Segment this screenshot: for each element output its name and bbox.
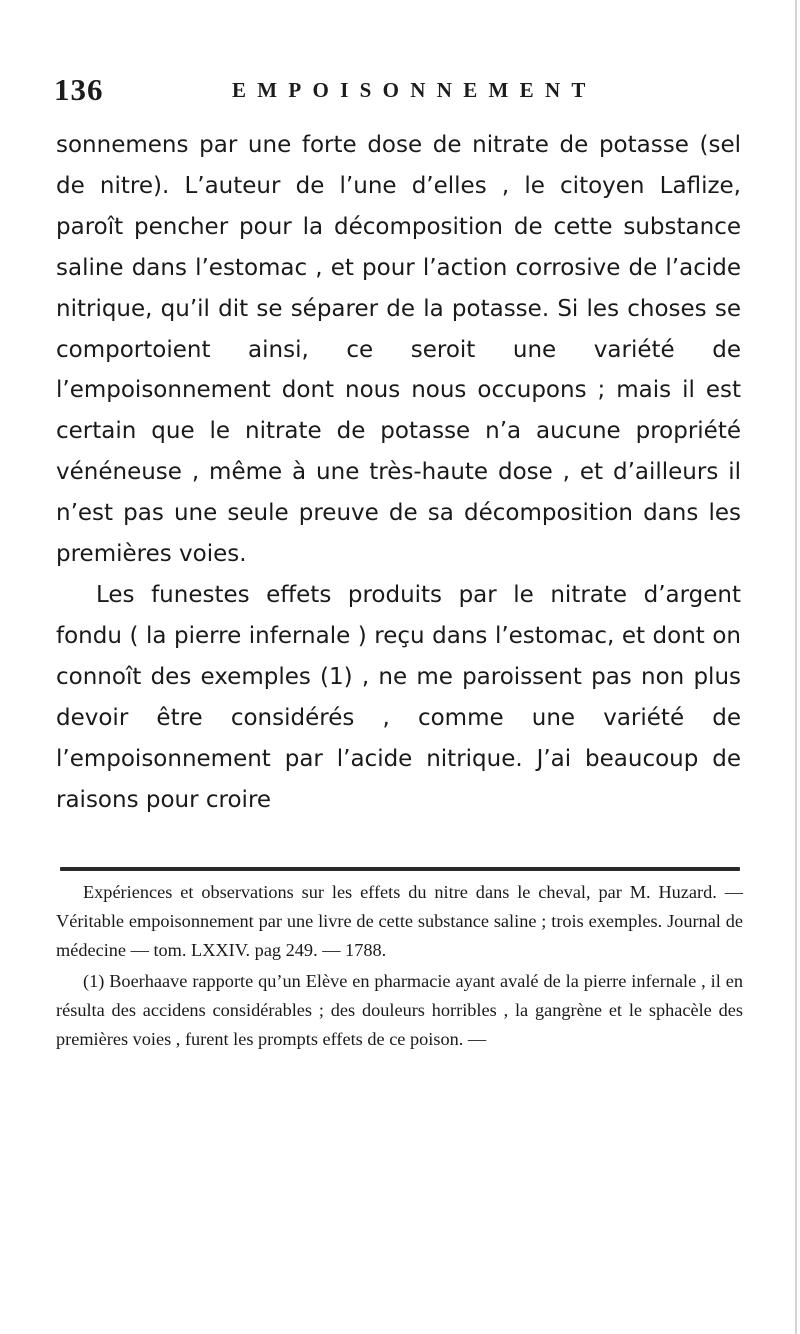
page-edge-divider <box>795 0 797 1334</box>
citation-note: Expériences et observations sur les effets du nitre dans le cheval, par M. Huzard. — Véritable empoisonnement par une livre de cette substance saline ; trois exemples. Journal de médecine — tom. LXXIV. pag 249. — 1788. <box>56 882 743 960</box>
paragraph: sonnemens par une forte dose de nitrate de potasse (sel de nitre). L’auteur de l’une d’elles , le citoyen Laflize, paroît pencher pour la décomposition de cette substance saline dans l’estomac , et pour l’action corrosive de l’acide nitrique, qu’il dit se séparer de la potasse. Si les choses se comportoient ainsi, ce seroit une variété de l’empoisonnement dont nous nous occupons ; mais il est certain que le nitrate de potasse n’a aucune propriété vénéneuse , même à une très-haute dose , et d’ailleurs il n’est pas une seule preuve de sa décomposition dans les premières voies. <box>56 132 741 568</box>
page-number: 136 <box>54 72 104 107</box>
paragraph: Les funestes effets produits par le nitrate d’argent fondu ( la pierre infernale ) reçu dans l’estomac, et dont on connoît des exemples (1) , ne me paroissent pas non plus devoir être considérés , comme une variété de l’empoisonnement par l’acide nitrique. J’ai beaucoup de raisons pour croire <box>56 581 741 813</box>
notes-section <box>56 878 743 1053</box>
footnote: (1) Boerhaave rapporte qu’un Elève en pharmacie ayant avalé de la pierre infernale , il en résulta des accidens considérables ; des douleurs horribles , la gangrène et le sphacèle des premières voies , furent les prompts effets de ce poison. — <box>56 970 743 1049</box>
main-text <box>56 125 741 820</box>
page-header <box>54 72 754 112</box>
running-head: EMPOISONNEMENT <box>232 78 597 102</box>
footnote-divider-rule <box>60 867 740 871</box>
